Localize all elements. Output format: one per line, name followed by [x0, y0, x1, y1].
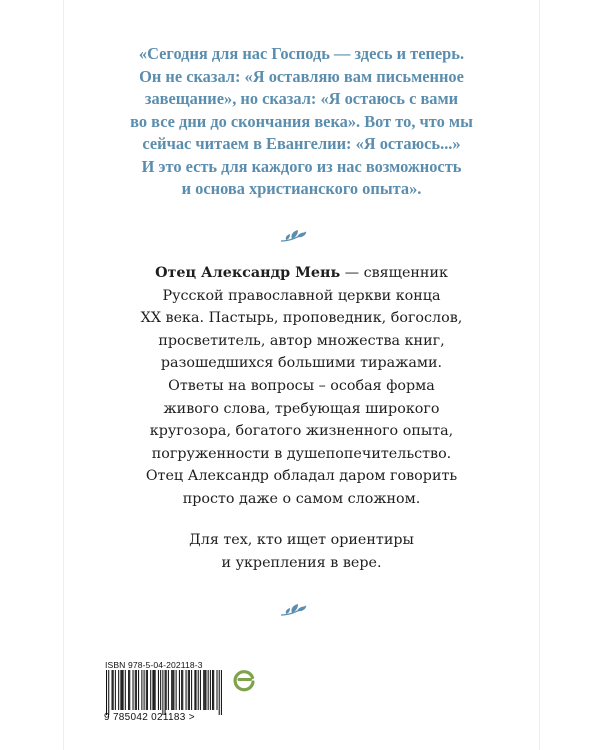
barcode-bar: [194, 670, 195, 710]
barcode-bar: [146, 670, 147, 710]
barcode-digits: 9 785042 021183 >: [104, 712, 195, 723]
description-line: просветитель, автор множества книг,: [158, 332, 445, 349]
barcode-bar: [205, 670, 206, 710]
description-line: Отец Александр обладал даром говорить: [145, 468, 458, 485]
barcode-bar: [138, 670, 139, 710]
quote-line: сейчас читаем в Евангелии: «Я остаюсь...»: [142, 134, 461, 153]
barcode-bar: [150, 670, 151, 710]
barcode-bar: [129, 670, 130, 710]
book-back-cover: [64, 0, 539, 750]
barcode-bar: [198, 670, 199, 710]
barcode-bar: [200, 670, 201, 710]
barcode-bar: [165, 670, 166, 715]
barcode-bar: [181, 670, 182, 710]
barcode-bar: [195, 670, 196, 710]
barcode-bar: [121, 670, 122, 710]
barcode-bar: [204, 670, 205, 710]
description-first-line: [64, 262, 539, 285]
barcode-bar: [203, 670, 204, 710]
barcode-bar: [123, 670, 124, 710]
quote-line: и основа христианского опыта».: [181, 179, 422, 198]
barcode-bar: [212, 670, 213, 710]
quote-line: И это есть для каждого из нас возможность: [141, 156, 462, 176]
isbn-label: ISBN 978-5-04-202118-3: [105, 660, 203, 670]
barcode-bar: [191, 670, 192, 710]
barcode-bar: [189, 670, 190, 710]
description-line: погруженности в душепопечительство.: [151, 445, 452, 462]
barcode-bar: [120, 670, 121, 710]
barcode-bar: [186, 670, 187, 710]
barcode-bar: [141, 670, 142, 710]
barcode-bar: [173, 670, 174, 710]
barcode-bar: [162, 670, 163, 715]
barcode-bar: [106, 670, 107, 715]
barcode-bar: [115, 670, 116, 710]
description-line: Ответы на вопросы – особая форма: [168, 377, 435, 394]
barcode-bar: [128, 670, 129, 710]
barcode-bar: [158, 670, 159, 710]
description-line: XX века. Пастырь, проповедник, богослов,: [140, 310, 463, 327]
barcode-bar: [154, 670, 155, 710]
quote-line: «Сегодня для нас Господь — здесь и теперь.: [138, 44, 465, 63]
barcode-bar: [208, 670, 209, 710]
description-line: разошедшихся большими тиражами.: [160, 355, 443, 372]
barcode-bar: [155, 670, 156, 710]
barcode-bar: [182, 670, 183, 710]
barcode-bar: [168, 670, 169, 710]
barcode-bar: [108, 670, 109, 715]
leaf-sprig-icon: [280, 228, 308, 244]
barcode-bar: [172, 670, 173, 710]
tagline: [64, 529, 539, 574]
quote-line: Он не сказал: «Я оставляю вам письменное: [139, 66, 464, 86]
barcode-bar: [133, 670, 134, 710]
barcode-bar: [166, 670, 167, 710]
author-role: — священник: [340, 265, 448, 281]
quote-block: [64, 43, 539, 201]
author-name: Отец Александр Мень: [155, 265, 341, 281]
barcode-bar: [160, 670, 161, 710]
barcode-bar: [213, 670, 214, 710]
barcode-bar: [219, 670, 220, 715]
barcode-bar: [136, 670, 137, 710]
author-description: [64, 262, 539, 511]
tagline-line: Для тех, кто ищет ориентиры: [189, 532, 414, 548]
barcode-bar: [176, 670, 177, 710]
description-line: просто даже о самом сложном.: [182, 490, 421, 507]
barcode-bar: [221, 670, 222, 715]
barcode-bar: [112, 670, 113, 710]
eksmo-logo-icon: [232, 668, 256, 692]
barcode-bar: [125, 670, 126, 710]
barcode-bar: [152, 670, 153, 710]
barcode-bar: [179, 670, 180, 710]
barcode-bar: [147, 670, 148, 710]
quote-line: во все дни до скончания века». Вот то, что мы: [130, 111, 473, 131]
barcode-bar: [216, 670, 217, 710]
barcode-bar: [118, 670, 119, 710]
quote-line: завещание», но сказал: «Я остаюсь с вами: [144, 89, 459, 108]
barcode-bar: [210, 670, 211, 710]
tagline-line: и укрепления в вере.: [221, 554, 382, 571]
barcode-bar: [113, 670, 114, 710]
leaf-sprig-icon: [280, 602, 308, 618]
barcode-bar: [188, 670, 189, 710]
description-line: кругозора, богатого жизненного опыта,: [149, 423, 454, 440]
description-line: Русской православной церкви конца: [162, 287, 441, 304]
barcode-bar: [144, 670, 145, 710]
description-line: живого слова, требующая широкого: [163, 400, 440, 417]
barcode-bar: [135, 670, 136, 710]
barcode-bar: [171, 670, 172, 710]
barcode: [106, 670, 222, 715]
